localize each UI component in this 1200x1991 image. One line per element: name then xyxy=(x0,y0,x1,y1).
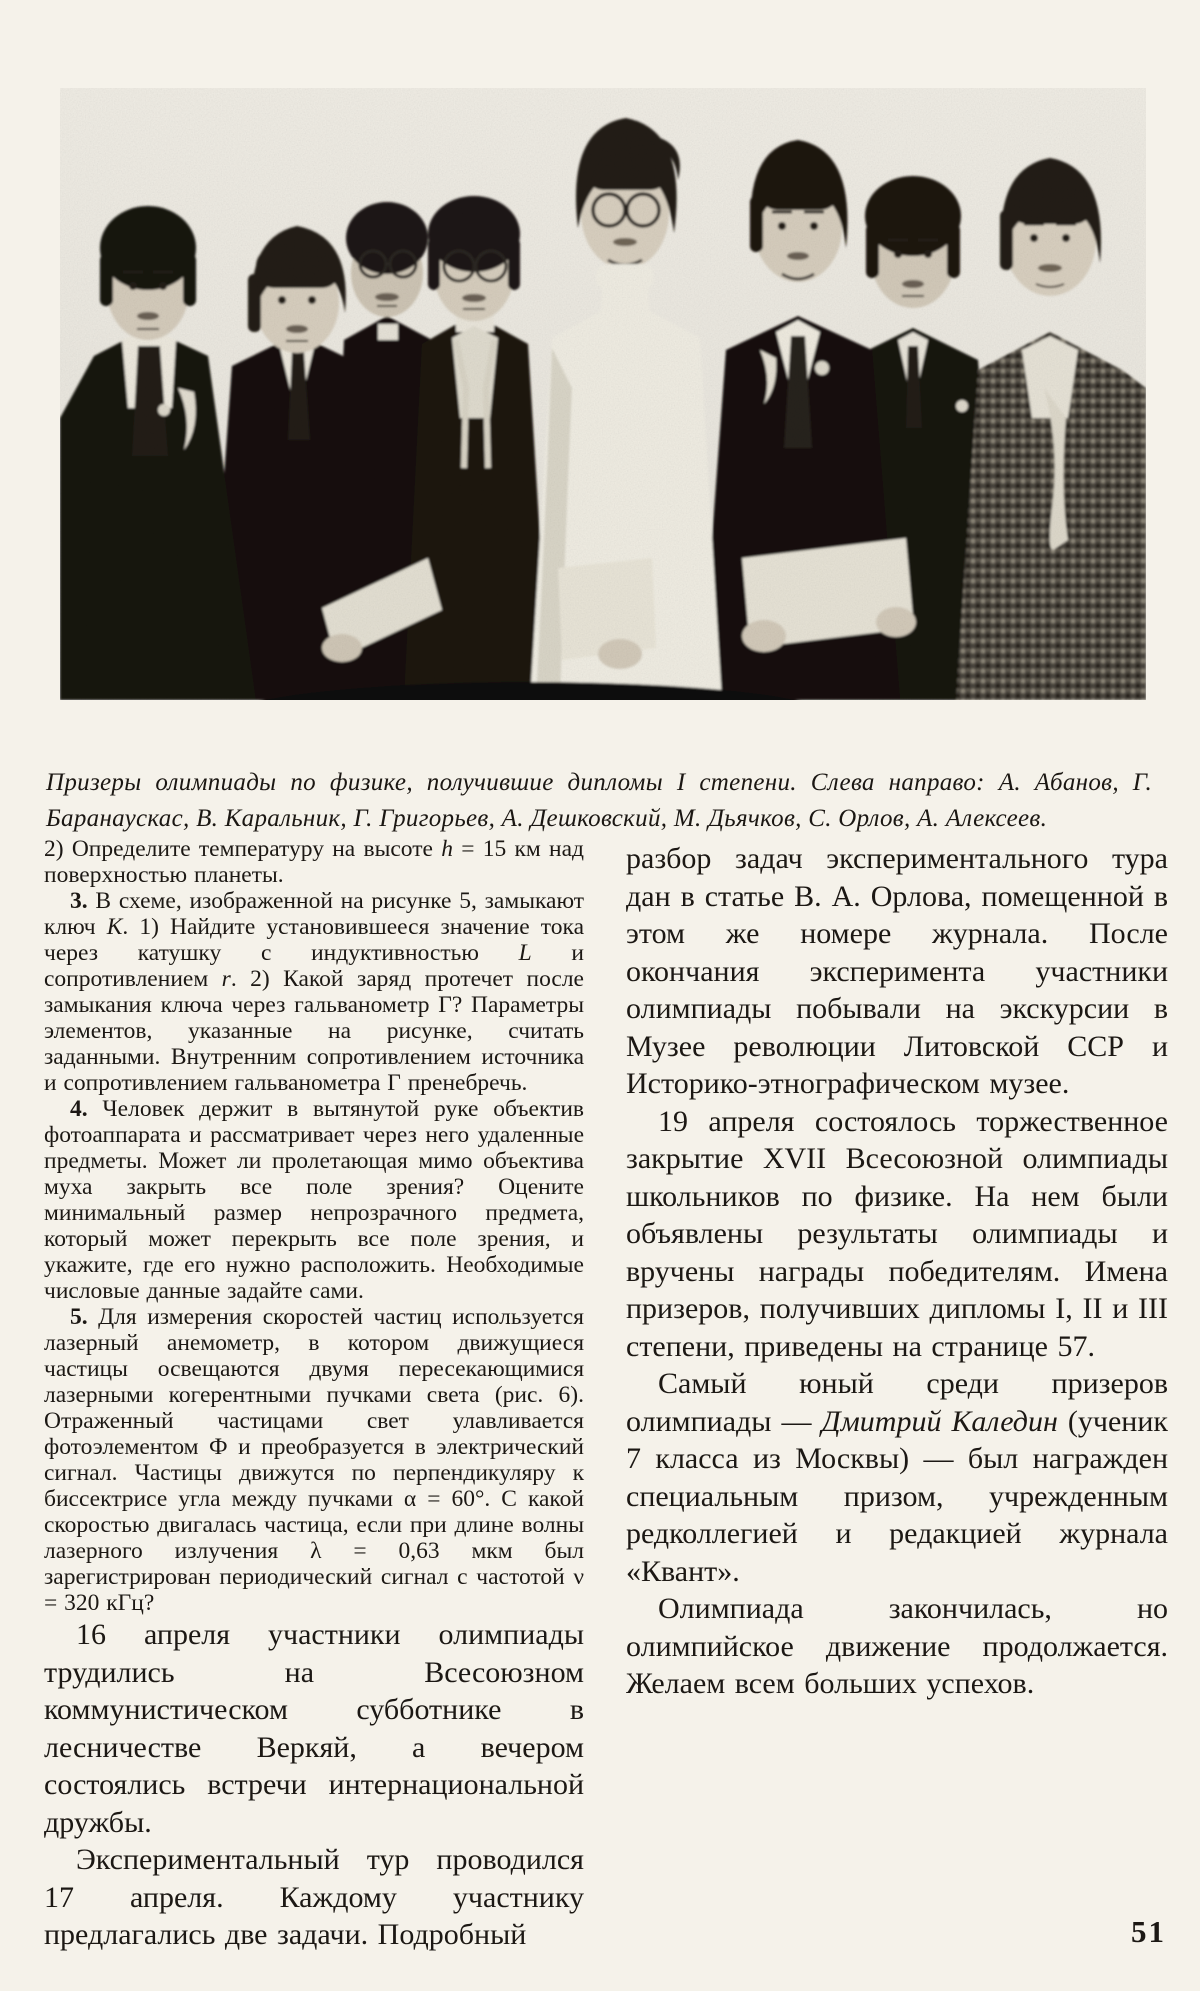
paragraph: разбор задач экспериментального тура дан в статье В. А. Орлова, помещенной в этом же номере журнала. После окончания эксперимента участники олимпиады побывали на экскурсии в Музее революции Литовской ССР и Историко-этнографическом музее. xyxy=(626,842,1168,1100)
paragraph: 2) Определите температуру на высоте h = 15 км над поверхностью планеты. xyxy=(44,836,584,888)
column-left xyxy=(44,836,584,1954)
paragraph: 5. Для измерения скоростей частиц используется лазерный анемометр, в котором движущиеся частицы освещаются двумя пересекающимися лазерными когерентными пучками света (рис. 6). Отраженный частицами свет улавливается фотоэлементом Ф и преобразуется в электрический сигнал. Частицы движутся по перпендикуляру к биссектрисе угла между пучками α = 60°. С какой скоростью двигалась частица, если при длине волны лазерного излучения λ = 0,63 мкм был зарегистрирован периодический сигнал с частотой ν = 320 кГц? xyxy=(44,1304,584,1616)
paragraph: Олимпиада закончилась, но олимпийское движение продолжается. Желаем всем больших успехов. xyxy=(626,1592,1168,1700)
paragraph: 16 апреля участники олимпиады трудились на Всесоюзном коммунистическом субботнике в лесничестве Веркяй, а вечером состоялись встречи интернациональной дружбы. xyxy=(44,1618,584,1839)
paragraph: 4. Человек держит в вытянутой руке объектив фотоаппарата и рассматривает через него удаленные предметы. Может ли пролетающая мимо объектива муха закрыть все поле зрения? Оцените минимальный размер непрозрачного предмета, который может перекрыть все поле зрения, и укажите, где его нужно расположить. Необходимые числовые данные задайте сами. xyxy=(44,1096,584,1304)
group-photo xyxy=(60,88,1146,700)
photo-caption: Призеры олимпиады по физике, получившие дипломы I степени. Слева направо: А. Абанов, Г. Баранаускас, В. Каральник, Г. Григорьев, А. Дешковский, М. Дьячков, С. Орлов, А. Алексеев. xyxy=(46,769,1152,832)
group-photo-illustration xyxy=(60,88,1146,700)
paragraph: 3. В схеме, изображенной на рисунке 5, замыкают ключ К. 1) Найдите установившееся значение тока через катушку с индуктивностью L и сопротивлением r. 2) Какой заряд протечет после замыкания ключа через гальванометр Г? Параметры элементов, указанные на рисунке, считать заданными. Внутренним сопротивлением источника и сопротивлением гальванометра Г пренебречь. xyxy=(44,888,585,1096)
column-right xyxy=(626,840,1168,1703)
paragraph: Самый юный среди призеров олимпиады — Дмитрий Каледин (ученик 7 класса из Москвы) — был награжден специальным призом, учрежденным редколлегией и редакцией журнала «Квант». xyxy=(626,1367,1168,1588)
page-number: 51 xyxy=(1131,1914,1166,1949)
paragraph: 19 апреля состоялось торжественное закрытие XVII Всесоюзной олимпиады школьников по физике. На нем были объявлены результаты олимпиады и вручены награды победителям. Имена призеров, получивших дипломы I, II и III степени, приведены на странице 57. xyxy=(626,1104,1168,1363)
paragraph: Экспериментальный тур проводился 17 апреля. Каждому участнику предлагались две задачи. Подробный xyxy=(44,1843,584,1951)
